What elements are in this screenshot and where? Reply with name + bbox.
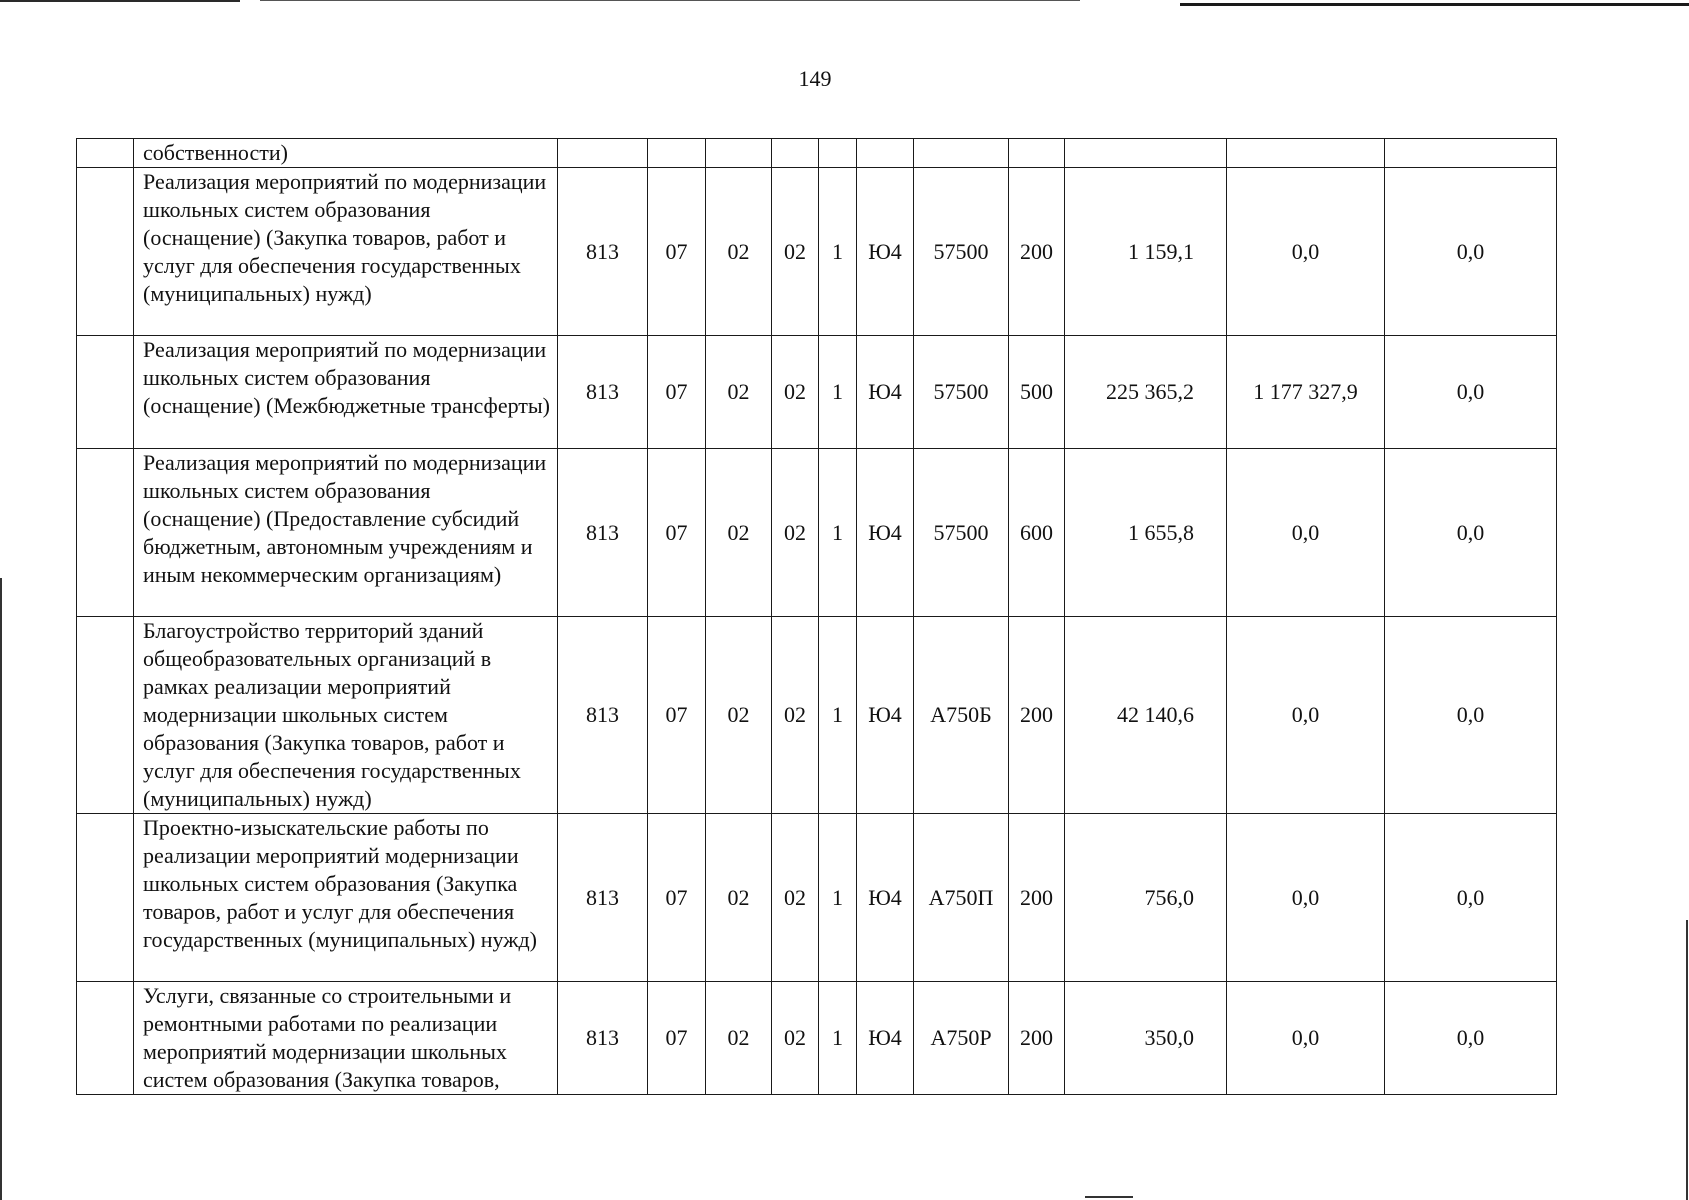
cell-vr: 200 [1009,982,1065,1095]
cell-sum2: 0,0 [1227,449,1385,617]
row-description: Реализация мероприятий по модернизации школьных систем образования (оснащение) (Межбюджетные трансферты) [134,336,558,449]
cell-sum1: 42 140,6 [1065,617,1227,814]
cell-sum2: 1 177 327,9 [1227,336,1385,449]
row-number-cell [77,336,134,449]
cell-cs1: 02 [772,336,819,449]
cell-rz: 07 [648,336,706,449]
cell-sum2: 0,0 [1227,982,1385,1095]
row-description: Услуги, связанные со строительными и ремонтными работами по реализации мероприятий модернизации школьных систем образования (Закупка товаров, [134,982,558,1095]
cell-rz: 07 [648,814,706,982]
row-number-cell [77,168,134,336]
cell-vr: 200 [1009,168,1065,336]
row-number-cell [77,449,134,617]
table-row [77,982,1557,1095]
cell-grbs: 813 [558,168,648,336]
table-row [77,168,1557,336]
cell-sum3 [1385,139,1557,168]
left-scan-edge [0,578,2,1200]
cell-sum3: 0,0 [1385,814,1557,982]
cell-cs2: 1 [819,449,857,617]
cell-cs1: 02 [772,168,819,336]
cell-rz: 07 [648,982,706,1095]
cell-vr [1009,139,1065,168]
row-description: собственности) [134,139,558,168]
row-number-cell [77,982,134,1095]
cell-sum1: 1 655,8 [1065,449,1227,617]
row-number-cell [77,139,134,168]
cell-cs2 [819,139,857,168]
cell-cs1: 02 [772,617,819,814]
bottom-scan-mark [1085,1196,1133,1198]
cell-pr [706,139,772,168]
top-scan-rule [1180,3,1689,6]
cell-vr: 200 [1009,617,1065,814]
table-body [77,139,1557,1095]
cell-sum2: 0,0 [1227,617,1385,814]
cell-sum2 [1227,139,1385,168]
cell-cs3: Ю4 [857,449,914,617]
table-row [77,336,1557,449]
cell-sum1: 225 365,2 [1065,336,1227,449]
cell-vr: 500 [1009,336,1065,449]
table-row [77,139,1557,168]
top-scan-rule [260,0,1080,1]
cell-cs3: Ю4 [857,168,914,336]
row-description: Реализация мероприятий по модернизации школьных систем образования (оснащение) (Предоставление субсидий бюджетным, автономным учреждениям и иным некоммерческим организациям) [134,449,558,617]
cell-cs3: Ю4 [857,336,914,449]
row-number-cell [77,617,134,814]
cell-cs3 [857,139,914,168]
cell-sum1: 350,0 [1065,982,1227,1095]
cell-grbs: 813 [558,814,648,982]
cell-cs3: Ю4 [857,814,914,982]
table-row [77,617,1557,814]
cell-pr: 02 [706,168,772,336]
cell-pr: 02 [706,336,772,449]
cell-sum2: 0,0 [1227,814,1385,982]
cell-grbs: 813 [558,449,648,617]
cell-grbs: 813 [558,982,648,1095]
row-description: Благоустройство территорий зданий общеобразовательных организаций в рамках реализации мероприятий модернизации школьных систем образования (Закупка товаров, работ и услуг для обеспечения государственных (муниципальных) нужд) [134,617,558,814]
cell-sum1: 1 159,1 [1065,168,1227,336]
cell-cs2: 1 [819,168,857,336]
table-row [77,449,1557,617]
cell-pr: 02 [706,814,772,982]
cell-grbs [558,139,648,168]
cell-sum3: 0,0 [1385,982,1557,1095]
cell-pr: 02 [706,982,772,1095]
cell-sum3: 0,0 [1385,449,1557,617]
cell-pr: 02 [706,617,772,814]
cell-rz: 07 [648,449,706,617]
cell-vr: 600 [1009,449,1065,617]
cell-cs2: 1 [819,982,857,1095]
cell-grbs: 813 [558,617,648,814]
top-scan-rule [0,0,240,2]
cell-cs2: 1 [819,617,857,814]
cell-cs1: 02 [772,449,819,617]
cell-sum3: 0,0 [1385,617,1557,814]
cell-cs4: А750Б [914,617,1009,814]
budget-table [76,138,1557,1095]
row-description: Реализация мероприятий по модернизации школьных систем образования (оснащение) (Закупка товаров, работ и услуг для обеспечения государственных (муниципальных) нужд) [134,168,558,336]
cell-cs2: 1 [819,336,857,449]
cell-cs4: 57500 [914,449,1009,617]
cell-cs4: 57500 [914,168,1009,336]
cell-cs3: Ю4 [857,982,914,1095]
cell-cs4: А750Р [914,982,1009,1095]
cell-cs1: 02 [772,814,819,982]
page-number: 149 [798,66,832,91]
cell-cs1: 02 [772,982,819,1095]
cell-sum2: 0,0 [1227,168,1385,336]
cell-sum1: 756,0 [1065,814,1227,982]
cell-vr: 200 [1009,814,1065,982]
right-scan-edge [1686,920,1688,1200]
cell-rz: 07 [648,617,706,814]
cell-cs4: 57500 [914,336,1009,449]
cell-sum1 [1065,139,1227,168]
row-description: Проектно-изыскательские работы по реализации мероприятий модернизации школьных систем образования (Закупка товаров, работ и услуг для обеспечения государственных (муниципальных) нужд) [134,814,558,982]
cell-pr: 02 [706,449,772,617]
cell-cs4: А750П [914,814,1009,982]
cell-rz: 07 [648,168,706,336]
row-number-cell [77,814,134,982]
cell-sum3: 0,0 [1385,336,1557,449]
cell-sum3: 0,0 [1385,168,1557,336]
cell-cs1 [772,139,819,168]
cell-cs3: Ю4 [857,617,914,814]
cell-cs2: 1 [819,814,857,982]
cell-rz [648,139,706,168]
cell-grbs: 813 [558,336,648,449]
cell-cs4 [914,139,1009,168]
table-row [77,814,1557,982]
